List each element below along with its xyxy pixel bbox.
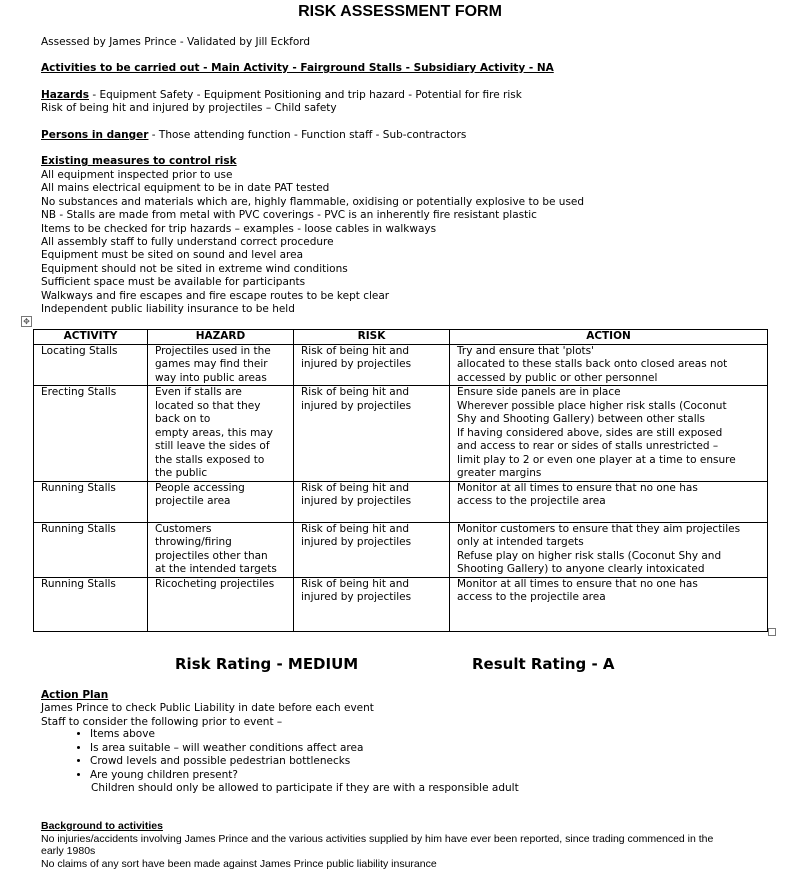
table-row xyxy=(34,481,768,522)
list-item: All equipment inspected prior to use xyxy=(41,169,233,181)
action-plan-line-2: Staff to consider the following prior to event – xyxy=(41,716,283,728)
hazards-label: Hazards xyxy=(41,89,90,101)
background-line-1: No injuries/accidents involving James Prince and the various activities supplied by him have ever been reported, since trading commenced in the xyxy=(41,833,714,845)
cell-line: back on to xyxy=(155,413,211,425)
cell-action xyxy=(450,386,768,482)
table-resize-handle[interactable] xyxy=(768,628,776,636)
assessed-by: Assessed by James Prince - Validated by Jill Eckford xyxy=(41,36,311,48)
list-item: Equipment should not be sited in extreme wind conditions xyxy=(41,262,348,275)
cell-hazard xyxy=(148,344,294,386)
existing-measures-heading: Existing measures to control risk xyxy=(41,155,237,167)
cell-action xyxy=(450,522,768,577)
list-item: NB - Stalls are made from metal with PVC coverings - PVC is an inherently fire resistant plastic xyxy=(41,209,537,222)
cell-hazard xyxy=(148,522,294,577)
persons-line xyxy=(41,129,466,142)
header-hazard: HAZARD xyxy=(148,330,294,345)
cell-line: limit play to 2 or even one player at a time to ensure xyxy=(457,453,736,466)
cell-line: located so that they xyxy=(155,399,261,412)
cell-line: Risk of being hit and xyxy=(301,386,410,398)
cell-action xyxy=(450,344,768,386)
list-item: • Items above xyxy=(90,728,363,742)
background-line-3: No claims of any sort have been made against James Prince public liability insurance xyxy=(41,858,437,870)
list-item: Equipment must be sited on sound and level area xyxy=(41,249,304,262)
cell-line: If having considered above, sides are still exposed xyxy=(457,426,723,439)
cell-action xyxy=(450,577,768,631)
list-item: • Is area suitable – will weather conditions affect area xyxy=(90,742,363,756)
table-row xyxy=(34,344,768,386)
cell-line: Even if stalls are xyxy=(155,386,242,398)
cell-line: Shy and Shooting Gallery) between other stalls xyxy=(457,413,706,425)
table-row xyxy=(34,577,768,631)
list-item: Independent public liability insurance to be held xyxy=(41,303,295,315)
list-item: No substances and materials which are, highly flammable, oxidising or potentially explosive to be used xyxy=(41,195,585,208)
header-action: ACTION xyxy=(450,330,768,345)
background-line-2: early 1980s xyxy=(41,845,96,857)
bullet-continuation: Children should only be allowed to participate if they are with a responsible adult xyxy=(91,782,519,794)
cell-line: at the intended targets xyxy=(155,563,277,575)
cell-activity: Erecting Stalls xyxy=(34,386,148,482)
cell-risk xyxy=(294,577,450,631)
cell-line: allocated to these stalls back onto closed areas not xyxy=(457,358,728,370)
cell-line: Refuse play on higher risk stalls (Coconut Shy and xyxy=(457,549,722,562)
cell-line: and access to rear or sides of stalls unrestricted – xyxy=(457,440,719,452)
risk-rating: Risk Rating - MEDIUM xyxy=(175,655,359,673)
hazards-line-2: Risk of being hit and injured by projectiles – Child safety xyxy=(41,102,337,114)
result-rating: Result Rating - A xyxy=(472,655,615,673)
cell-hazard xyxy=(148,577,294,631)
cell-line: injured by projectiles xyxy=(301,495,412,507)
table-header-row xyxy=(34,330,768,345)
list-item: Walkways and fire escapes and fire escape routes to be kept clear xyxy=(41,289,390,302)
cell-line: injured by projectiles xyxy=(301,399,412,412)
cell-line: projectiles other than xyxy=(155,549,268,562)
table-row xyxy=(34,522,768,577)
text-cursor xyxy=(767,574,768,588)
hazards-line xyxy=(41,89,522,102)
cell-line: accessed by public or other personnel xyxy=(457,371,658,384)
list-item: • Are young children present? xyxy=(90,769,363,783)
header-activity: ACTIVITY xyxy=(34,330,148,345)
list-item: Items to be checked for trip hazards – examples - loose cables in walkways xyxy=(41,222,437,235)
hazards-text: - Equipment Safety - Equipment Positioning and trip hazard - Potential for fire risk xyxy=(89,89,522,101)
background-heading: Background to activities xyxy=(41,820,163,832)
cell-risk xyxy=(294,386,450,482)
cell-line: Ensure side panels are in place xyxy=(457,386,621,398)
cell-line: Risk of being hit and xyxy=(301,577,410,590)
cell-line: Monitor at all times to ensure that no one has xyxy=(457,577,698,590)
cell-line: injured by projectiles xyxy=(301,358,412,370)
list-item: All mains electrical equipment to be in date PAT tested xyxy=(41,182,330,195)
cell-activity: Running Stalls xyxy=(34,577,148,631)
cell-line: games may find their xyxy=(155,358,268,370)
cell-line: Try and ensure that 'plots' xyxy=(457,344,594,357)
cell-line: Ricocheting projectiles xyxy=(155,577,275,590)
activities-line: Activities to be carried out - Main Activity - Fairground Stalls - Subsidiary Activity - NA xyxy=(41,62,554,74)
cell-line: Wherever possible place higher risk stalls (Coconut xyxy=(457,399,727,412)
cell-line: access to the projectile area xyxy=(457,591,606,603)
table-row xyxy=(34,386,768,482)
cell-line: Projectiles used in the xyxy=(155,344,271,357)
action-plan-heading: Action Plan xyxy=(41,689,109,701)
persons-text: - Those attending function - Function staff - Sub-contractors xyxy=(148,129,467,141)
cell-line: Monitor at all times to ensure that no one has xyxy=(457,481,698,494)
list-item: Sufficient space must be available for participants xyxy=(41,276,306,289)
cell-action xyxy=(450,481,768,522)
persons-label: Persons in danger xyxy=(41,129,149,141)
cell-line: still leave the sides of xyxy=(155,440,270,452)
cell-line: throwing/firing xyxy=(155,536,232,548)
cell-line: Customers xyxy=(155,522,212,535)
cell-risk xyxy=(294,344,450,386)
cell-line: the stalls exposed to xyxy=(155,453,265,466)
action-plan-line-1: James Prince to check Public Liability in date before each event xyxy=(41,702,374,714)
cell-line: access to the projectile area xyxy=(457,495,606,507)
cell-line: People accessing xyxy=(155,481,245,494)
cell-line: way into public areas xyxy=(155,371,267,384)
cell-line: injured by projectiles xyxy=(301,591,412,603)
cell-activity: Running Stalls xyxy=(34,522,148,577)
cell-line: injured by projectiles xyxy=(301,536,412,548)
cell-line: Risk of being hit and xyxy=(301,522,410,535)
cell-line: projectile area xyxy=(155,495,231,507)
cell-activity: Locating Stalls xyxy=(34,344,148,386)
cell-line: the public xyxy=(155,467,208,479)
form-title: RISK ASSESSMENT FORM xyxy=(298,3,502,20)
list-item: • Crowd levels and possible pedestrian bottlenecks xyxy=(90,755,363,769)
cell-line: Shooting Gallery) to anyone clearly intoxicated xyxy=(457,563,705,575)
cell-line: Monitor customers to ensure that they aim projectiles xyxy=(457,522,741,535)
cell-hazard xyxy=(148,386,294,482)
cell-risk xyxy=(294,522,450,577)
cell-activity: Running Stalls xyxy=(34,481,148,522)
cell-line: Risk of being hit and xyxy=(301,481,410,494)
action-plan-bullets xyxy=(60,728,363,782)
cell-line: Risk of being hit and xyxy=(301,344,410,357)
risk-table xyxy=(33,329,768,632)
cell-line: only at intended targets xyxy=(457,536,584,548)
cell-line: greater margins xyxy=(457,467,542,479)
table-move-handle-icon[interactable]: ✥ xyxy=(21,316,32,327)
cell-line: empty areas, this may xyxy=(155,426,273,439)
cell-risk xyxy=(294,481,450,522)
header-risk: RISK xyxy=(294,330,450,345)
cell-hazard xyxy=(148,481,294,522)
list-item: All assembly staff to fully understand correct procedure xyxy=(41,236,334,248)
